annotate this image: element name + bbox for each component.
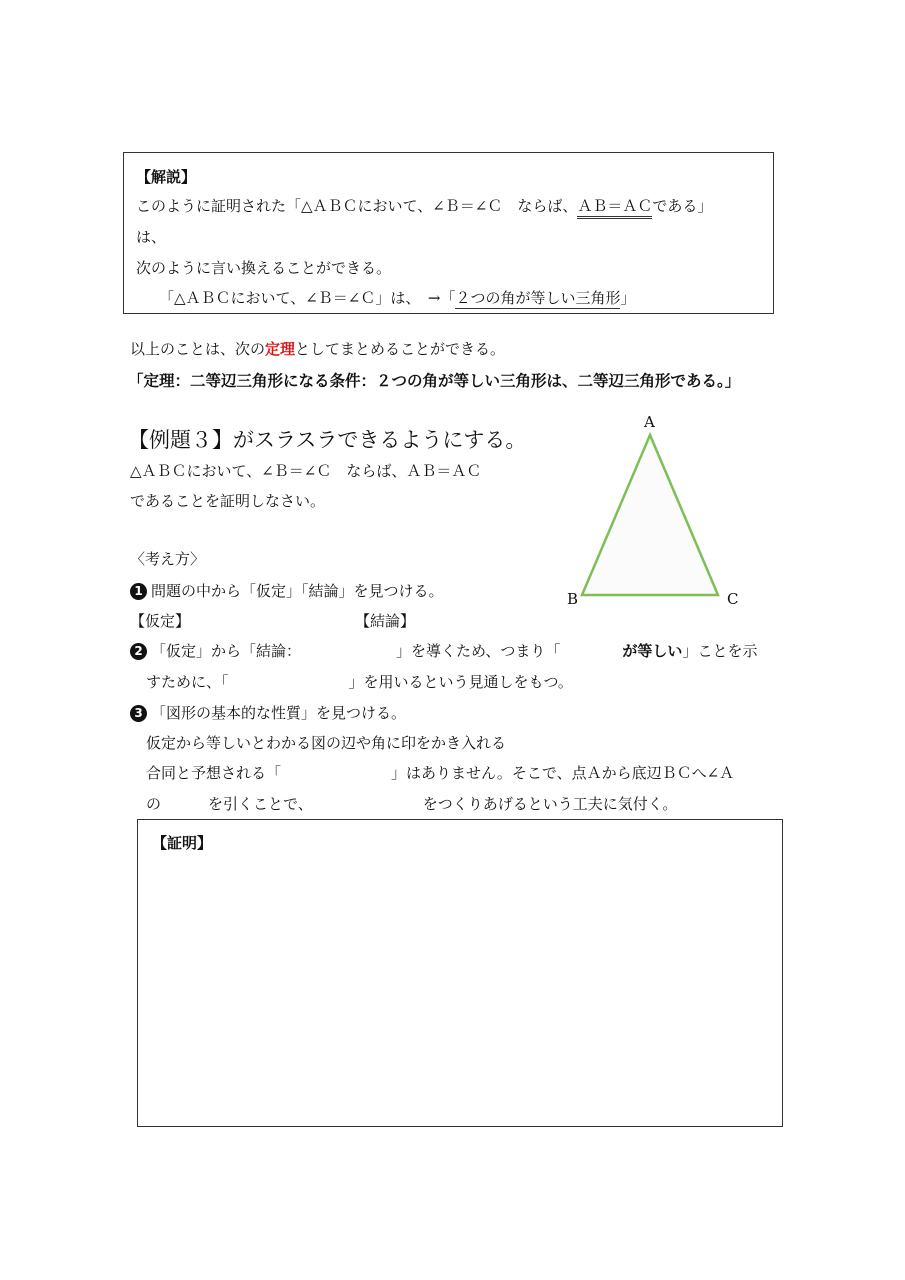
summary-line [130, 338, 505, 359]
explanation-line-1-post: である」 [652, 197, 713, 215]
theorem-statement: 「定理：二等辺三角形になる条件：２つの角が等しい三角形は、二等辺三角形である。」 [128, 372, 741, 390]
explanation-line-4-post: 」 [620, 289, 636, 307]
step-2-line-2-a: すために、「 [146, 673, 229, 691]
step-3-line-3-a: 合同と予想される「 [146, 764, 282, 782]
step-3 [130, 702, 406, 723]
step-3-line-3-b: 」はありません。そこで、点Ａから底辺ＢＣへ∠Ａ [391, 764, 735, 782]
step-3-line-4-a: の [146, 795, 162, 813]
step-2-part-c: が等しい [622, 642, 683, 660]
proof-box [137, 819, 783, 1127]
emphasized-conclusion: ＡＢ＝ＡＣ [577, 197, 652, 219]
step-1-number: 1 [130, 583, 147, 600]
underlined-triangle-phrase: ２つの角が等しい三角形 [455, 289, 621, 307]
example-line-1: △ＡＢＣにおいて、∠Ｂ＝∠Ｃ ならば、ＡＢ＝ＡＣ [130, 462, 482, 480]
approach-heading: 〈考え方〉 [130, 550, 206, 568]
proof-heading: 【証明】 [152, 834, 213, 852]
triangle-abc [582, 435, 718, 595]
explanation-line-4-pre: 「△ＡＢＣにおいて、∠Ｂ＝∠Ｃ」は、 →「 [159, 289, 456, 307]
explanation-line-3: 次のように言い換えることができる。 [136, 259, 392, 277]
step-3-line-4-c: をつくりあげるという工夫に気付く。 [422, 795, 678, 813]
step-2-line-2 [146, 671, 573, 692]
step-3-number: 3 [130, 705, 147, 722]
example-line-2: であることを証明しなさい。 [130, 492, 326, 510]
step-3-line-2: 仮定から等しいとわかる図の辺や角に印をかき入れる [146, 734, 507, 752]
step-3-line-3 [146, 762, 734, 783]
step-2-number: 2 [130, 643, 147, 660]
explanation-line-2: は、 [136, 228, 167, 246]
explanation-line-1-pre: このように証明された「△ＡＢＣにおいて、∠Ｂ＝∠Ｃ ならば、 [136, 197, 578, 215]
step-2-part-b: 」を導くため、つまり「 [396, 642, 561, 660]
step-2-part-a: 「仮定」から「結論： [151, 642, 302, 660]
conclusion-label: 【結論】 [355, 612, 416, 630]
vertex-label-c: C [727, 590, 739, 608]
assumption-label: 【仮定】 [130, 612, 191, 630]
triangle-figure [560, 408, 760, 618]
vertex-label-b: B [567, 590, 579, 608]
example-title: 【例題３】がスラスラできるようにする。 [128, 428, 527, 452]
explanation-line-4 [159, 287, 635, 308]
explanation-line-1 [136, 195, 712, 216]
step-2-part-d: 」ことを示 [682, 642, 758, 660]
vertex-label-a: A [644, 413, 655, 431]
summary-post: としてまとめることができる。 [295, 340, 506, 358]
step-2-line-2-b: 」を用いるという見通しをもつ。 [348, 673, 573, 691]
step-3-text: 「図形の基本的な性質」を見つける。 [151, 704, 407, 722]
explanation-heading: 【解説】 [136, 168, 197, 186]
step-1-text: 問題の中から「仮定」「結論」を見つける。 [151, 582, 444, 600]
step-3-line-4 [146, 793, 677, 814]
step-1 [130, 580, 444, 601]
theorem-highlight: 定理 [265, 340, 296, 358]
step-3-line-4-b: を引くことで、 [208, 795, 313, 813]
step-2-line-1 [130, 640, 757, 661]
summary-pre: 以上のことは、次の [130, 340, 266, 358]
